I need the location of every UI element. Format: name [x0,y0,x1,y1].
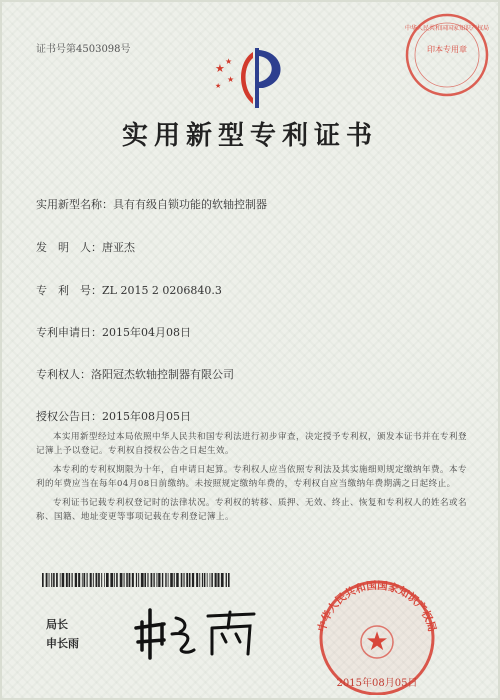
field-value: 2015年08月05日 [102,410,191,423]
director-signature [132,602,262,662]
field-label: 专 利 号： [36,284,102,297]
field-value: ZL 2015 2 0206840.3 [102,284,222,297]
director-name: 申长雨 [46,637,79,650]
field-inventor [36,239,135,255]
body-paragraph: 专利证书记载专利权登记时的法律状况。专利权的转移、质押、无效、终止、恢复和专利权人的姓名或名称、国籍、地址变更等事项记载在专利登记簿上。 [36,498,468,522]
field-value: 2015年04月08日 [102,326,191,339]
barcode [42,573,232,587]
field-application-date [36,324,191,340]
svg-text:中华人民共和国国家知识产权局: 中华人民共和国国家知识产权局 [404,25,490,32]
body-paragraph: 本专利的专利权期限为十年，自申请日起算。专利权人应当依照专利法及其实施细则规定缴纳年费。本专利的年费应当在每年04月08日前缴纳。未按照规定缴纳年费的，专利权自应当缴纳年费期满之日起终止。 [36,465,468,489]
certificate-body [36,430,468,529]
svg-text:★: ★ [227,75,235,84]
body-paragraph: 本实用新型经过本局依照中华人民共和国专利法进行初步审查，决定授予专利权，颁发本证书并在专利登记簿上予以登记。专利权自授权公告之日起生效。 [36,432,468,456]
svg-text:★: ★ [215,62,225,75]
field-label: 授权公告日： [36,410,102,423]
certificate-number: 证书号第4503098号 [36,44,131,55]
field-label: 专利权人： [36,368,91,381]
office-seal-main [302,570,452,695]
certificate-title: 实用新型专利证书 [121,121,378,151]
field-value: 唐亚杰 [102,241,135,254]
patent-office-logo [207,42,297,114]
field-label: 专利申请日： [36,326,102,339]
svg-text:★: ★ [215,82,222,90]
field-value: 洛阳冠杰软轴控制器有限公司 [91,368,234,381]
field-value: 具有有级自锁功能的软轴控制器 [113,198,267,211]
field-utility-model-name [36,196,267,212]
svg-text:印本专用章: 印本专用章 [427,45,467,54]
field-patentee [36,366,234,382]
field-label: 实用新型名称： [36,198,113,211]
svg-text:★: ★ [225,57,233,66]
director-title: 局长 [46,618,68,631]
svg-text:★: ★ [365,627,389,657]
field-grant-date [36,408,191,424]
office-seal-top [402,10,492,100]
svg-text:中华人民共和国国家知识产权局: 中华人民共和国国家知识产权局 [315,579,439,634]
svg-text:2015年08月05日: 2015年08月05日 [336,678,418,689]
field-label: 发 明 人： [36,241,102,254]
field-patent-number [36,282,222,298]
